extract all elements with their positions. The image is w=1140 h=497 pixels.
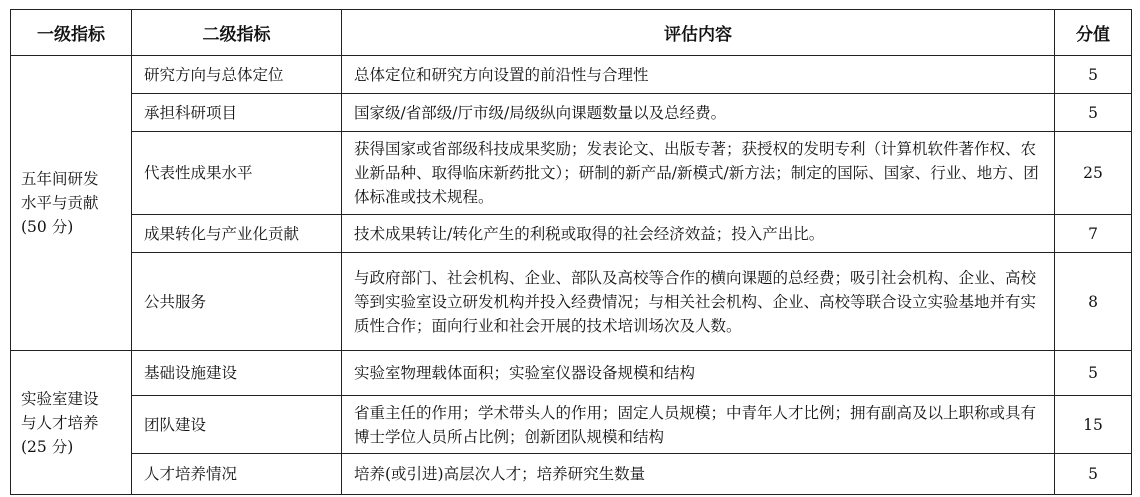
table-row bbox=[11, 56, 1132, 94]
table-row bbox=[11, 454, 1132, 495]
level2-cell: 团队建设 bbox=[132, 396, 342, 454]
group-name-line: 水平与贡献 bbox=[21, 194, 99, 212]
table-row bbox=[11, 215, 1132, 253]
level2-cell: 承担科研项目 bbox=[132, 94, 342, 132]
content-cell: 获得国家或省部级科技成果奖励；发表论文、出版专著；获授权的发明专利（计算机软件著作权、农业新品种、取得临床新药批文）；研制的新产品/新模式/新方法；制定的国际、国家、行业、地方、团体标准或技术规程。 bbox=[342, 132, 1055, 215]
level2-cell: 人才培养情况 bbox=[132, 454, 342, 495]
content-cell: 技术成果转让/转化产生的利税或取得的社会经济效益；投入产出比。 bbox=[342, 215, 1055, 253]
score-cell: 5 bbox=[1055, 454, 1132, 495]
level1-group-lab bbox=[11, 351, 132, 495]
content-cell: 总体定位和研究方向设置的前沿性与合理性 bbox=[342, 56, 1055, 94]
level2-cell: 公共服务 bbox=[132, 253, 342, 351]
header-content: 评估内容 bbox=[342, 10, 1055, 56]
header-level2: 二级指标 bbox=[132, 10, 342, 56]
score-cell: 7 bbox=[1055, 215, 1132, 253]
table-row bbox=[11, 396, 1132, 454]
evaluation-table bbox=[10, 9, 1132, 495]
score-cell: 15 bbox=[1055, 396, 1132, 454]
table-row bbox=[11, 94, 1132, 132]
header-score: 分值 bbox=[1055, 10, 1132, 56]
group-name-line: 与人才培养 bbox=[21, 413, 99, 432]
level1-group-rd bbox=[11, 56, 132, 351]
group-name-line: (25 分) bbox=[21, 437, 74, 456]
score-cell: 25 bbox=[1055, 132, 1132, 215]
score-cell: 5 bbox=[1055, 56, 1132, 94]
group-name-line: 实验室建设 bbox=[21, 389, 99, 408]
content-cell: 与政府部门、社会机构、企业、部队及高校等合作的横向课题的总经费；吸引社会机构、企业、高校等到实验室设立研发机构并投入经费情况；与相关社会机构、企业、高校等联合设立实验基地并有实质性合作；面向行业和社会开展的技术培训场次及人数。 bbox=[342, 253, 1055, 351]
content-cell: 培养(或引进)高层次人才；培养研究生数量 bbox=[342, 454, 1055, 495]
group-name-line: 五年间研发 bbox=[21, 170, 99, 188]
score-cell: 8 bbox=[1055, 253, 1132, 351]
level2-cell: 基础设施建设 bbox=[132, 351, 342, 396]
level2-cell: 成果转化与产业化贡献 bbox=[132, 215, 342, 253]
table-row bbox=[11, 132, 1132, 215]
score-cell: 5 bbox=[1055, 351, 1132, 396]
table-row bbox=[11, 253, 1132, 351]
score-cell: 5 bbox=[1055, 94, 1132, 132]
content-cell: 省重主任的作用；学术带头人的作用；固定人员规模；中青年人才比例；拥有副高及以上职称或具有博士学位人员所占比例；创新团队规模和结构 bbox=[342, 396, 1055, 454]
level2-cell: 研究方向与总体定位 bbox=[132, 56, 342, 94]
table-row bbox=[11, 351, 1132, 396]
content-cell: 国家级/省部级/厅市级/局级纵向课题数量以及总经费。 bbox=[342, 94, 1055, 132]
header-level1: 一级指标 bbox=[11, 10, 132, 56]
content-cell: 实验室物理载体面积；实验室仪器设备规模和结构 bbox=[342, 351, 1055, 396]
level2-cell: 代表性成果水平 bbox=[132, 132, 342, 215]
header-row bbox=[11, 10, 1132, 56]
group-name-line: (50 分) bbox=[21, 218, 74, 236]
